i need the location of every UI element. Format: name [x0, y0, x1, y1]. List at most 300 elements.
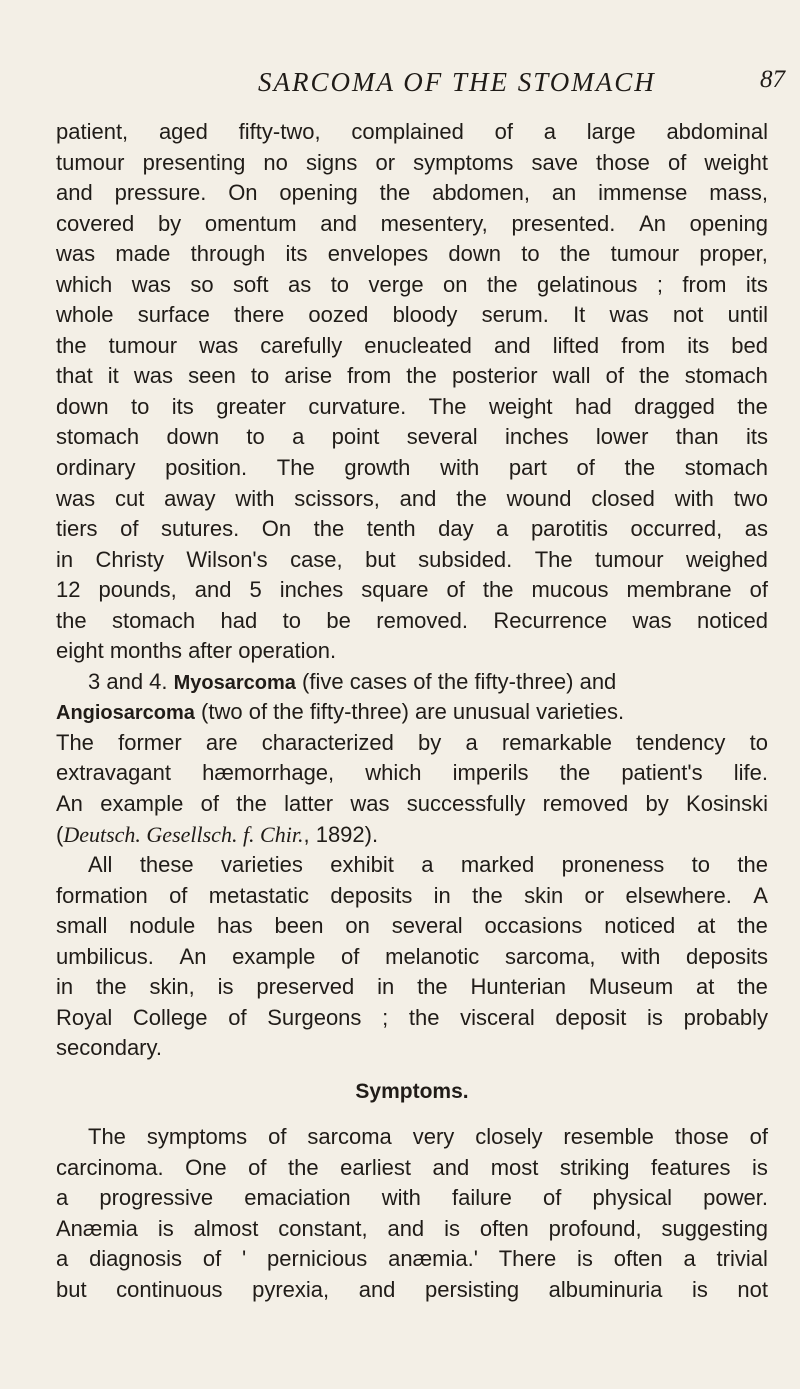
word: signs [306, 149, 358, 175]
text-line [56, 1153, 768, 1184]
word: square [361, 577, 429, 603]
word: two [733, 485, 768, 511]
word: at [696, 974, 715, 1000]
word: It [573, 302, 586, 328]
word: and [387, 1215, 425, 1241]
word: subsided. [418, 546, 513, 572]
word: lower [595, 424, 649, 450]
word: characterized [261, 729, 394, 755]
word: complained [351, 119, 464, 144]
word: part [508, 455, 547, 481]
word: to [282, 607, 301, 633]
text-line [56, 1244, 768, 1275]
word: stomach [111, 607, 196, 633]
word: an [551, 180, 577, 206]
word: a [543, 119, 556, 144]
word: soft [233, 271, 269, 297]
word: in [56, 546, 74, 572]
word: 5 [249, 577, 262, 603]
word: stomach [684, 455, 768, 481]
word: the [56, 607, 87, 633]
word: Surgeons [267, 1004, 362, 1030]
word: until [727, 302, 768, 328]
word: striking [559, 1154, 630, 1180]
word: and [399, 485, 437, 511]
word: power. [703, 1185, 768, 1211]
word: its [745, 271, 768, 297]
word: closed [591, 485, 655, 511]
word: tumour [610, 241, 680, 267]
paragraph-symptoms [56, 1122, 768, 1305]
word: skin, [149, 974, 195, 1000]
word: of [667, 149, 687, 175]
word: of [120, 516, 139, 542]
word: skin [524, 882, 564, 908]
text-line [56, 1214, 768, 1245]
word: with [381, 1185, 421, 1211]
citation: Deutsch. Gesellsch. f. Chir. [63, 821, 304, 847]
word: was [199, 332, 239, 358]
word: An [56, 791, 83, 817]
word: Hunterian [470, 974, 566, 1000]
word: The [534, 546, 573, 572]
word: hæmorrhage, [202, 760, 335, 786]
word: inches [279, 577, 344, 603]
word: greater [216, 393, 286, 419]
word: visceral [460, 1004, 535, 1030]
word: a [465, 729, 478, 755]
word: sarcoma [307, 1123, 392, 1149]
word: ' [242, 1246, 247, 1272]
word: been [274, 913, 324, 939]
text-line [56, 575, 768, 606]
word: There [498, 1246, 557, 1272]
word: profound, [548, 1215, 642, 1241]
word: presented. [511, 210, 616, 236]
word: with [440, 455, 480, 481]
paragraph-case-report [56, 117, 768, 667]
word: from [347, 363, 392, 389]
word: down [166, 424, 220, 450]
text-line [56, 1122, 768, 1153]
word: to [246, 424, 265, 450]
word: of [605, 363, 624, 389]
text-line [56, 178, 768, 209]
word: remarkable [501, 729, 612, 755]
word: symptoms [146, 1123, 248, 1149]
word: scissors, [294, 485, 380, 511]
word: A [753, 882, 768, 908]
word: An [639, 210, 666, 236]
text-line [56, 239, 768, 270]
word: so [190, 271, 214, 297]
word: deposit [555, 1004, 627, 1030]
word: of [202, 1246, 222, 1272]
word: and [320, 210, 357, 236]
word: mesentery, [380, 210, 488, 236]
word: patient's [621, 760, 703, 786]
word: trivial [716, 1246, 768, 1272]
word: the [482, 577, 514, 603]
word: marked [460, 852, 535, 878]
word: emaciation [244, 1185, 351, 1211]
word: The [276, 455, 315, 481]
word: the [56, 332, 87, 358]
word: dragged [634, 393, 715, 419]
word: Anæmia [56, 1215, 138, 1241]
word: progressive [99, 1185, 214, 1211]
word: the [456, 485, 487, 511]
word: stomach [56, 424, 140, 450]
word: by [418, 729, 442, 755]
word: envelopes [327, 241, 429, 267]
term-myosarcoma: Myosarcoma [173, 671, 296, 694]
word: fifty-two, [238, 119, 321, 144]
word: which [56, 271, 113, 297]
word: very [412, 1123, 455, 1149]
word: symptoms [413, 149, 514, 175]
word: made [115, 241, 171, 267]
word: was [131, 271, 171, 297]
word: weight [488, 393, 553, 419]
word: those [674, 1123, 729, 1149]
word: its [745, 424, 768, 450]
word: and [493, 332, 531, 358]
word: ; [656, 271, 663, 297]
word: mass, [709, 180, 768, 206]
word: not [737, 1276, 768, 1302]
word: through [190, 241, 266, 267]
word: The [88, 1123, 126, 1149]
word: position. [165, 455, 248, 481]
word: those [596, 149, 650, 175]
word: albuminuria [548, 1276, 663, 1302]
text-line [56, 911, 768, 942]
word: mucous [531, 577, 609, 603]
word: these [139, 852, 194, 878]
word: of [248, 1154, 267, 1180]
word: elsewhere. [625, 882, 732, 908]
text-line [56, 1275, 768, 1306]
word: a [421, 852, 434, 878]
word: of [228, 1004, 247, 1030]
word: tumour [595, 546, 664, 572]
word: exhibit [330, 852, 394, 878]
text-line [56, 392, 768, 423]
word: of [200, 791, 219, 817]
word: had [574, 393, 612, 419]
word: abdomen, [432, 180, 530, 206]
word: the [486, 271, 518, 297]
text-line [56, 545, 768, 576]
word: earliest [340, 1154, 411, 1180]
word: or [375, 149, 396, 175]
text-line [56, 972, 768, 1003]
word: was [133, 363, 174, 389]
text-line [56, 484, 768, 515]
word: parotitis [530, 516, 608, 542]
word: whole [56, 302, 114, 328]
text-line: (Deutsch. Gesellsch. f. Chir., 1892). [56, 821, 379, 847]
word: bed [731, 332, 768, 358]
word: in [433, 882, 451, 908]
word: wound [506, 485, 572, 511]
word: by [157, 210, 182, 236]
word: in [56, 974, 74, 1000]
word: ; [382, 1004, 389, 1030]
word: example [232, 943, 316, 969]
word: the [559, 760, 591, 786]
text-line [56, 758, 768, 789]
word: membrane [626, 577, 732, 603]
word: is [752, 1154, 768, 1180]
word: a [496, 516, 509, 542]
word: of [749, 1123, 768, 1149]
word: to [749, 729, 768, 755]
paragraph-varieties [56, 667, 768, 850]
word: the [639, 363, 670, 389]
word: aged [158, 119, 208, 144]
text-line [56, 514, 768, 545]
word: almost [193, 1215, 259, 1241]
text-line [56, 881, 768, 912]
word: no [263, 149, 288, 175]
word: a [292, 424, 305, 450]
word: oozed [308, 302, 369, 328]
word: the [737, 974, 768, 1000]
word: omentum [204, 210, 297, 236]
word: inches [504, 424, 569, 450]
word: as [287, 271, 312, 297]
word: preserved [256, 974, 355, 1000]
word: from [621, 332, 666, 358]
word: point [331, 424, 380, 450]
word: stomach [684, 363, 768, 389]
word: day [438, 516, 474, 542]
word: sutures. [160, 516, 240, 542]
word: of [543, 1185, 562, 1211]
word: was [350, 791, 390, 817]
word: opening [689, 210, 768, 236]
word: by [645, 791, 669, 817]
text-line [56, 453, 768, 484]
word: the [236, 791, 267, 817]
word: from [682, 271, 727, 297]
word: formation [56, 882, 148, 908]
word: growth [344, 455, 411, 481]
word: tumour [108, 332, 178, 358]
word: pounds, [98, 577, 177, 603]
text-line [56, 422, 768, 453]
word: of [494, 119, 513, 144]
word: has [217, 913, 253, 939]
word: removed [542, 791, 629, 817]
text-line [56, 209, 768, 240]
word: Kosinski [686, 791, 768, 817]
word: the [288, 1154, 319, 1180]
word: the [624, 455, 656, 481]
word: with [235, 485, 275, 511]
word: is [647, 1004, 663, 1030]
word: to [131, 393, 150, 419]
word: serum. [481, 302, 549, 328]
word: and [358, 1276, 396, 1302]
word: in [377, 974, 395, 1000]
word: the [408, 1004, 440, 1030]
word: is [691, 1276, 708, 1302]
word: which [365, 760, 422, 786]
word: on [345, 913, 370, 939]
word: life. [733, 760, 768, 786]
word: weight [704, 149, 768, 175]
word: 12 [56, 577, 81, 603]
word: occurred, [630, 516, 723, 542]
word: to [250, 363, 270, 389]
text-line [56, 117, 768, 148]
word: weighed [685, 546, 768, 572]
word: its [285, 241, 308, 267]
word: is [577, 1246, 593, 1272]
word: to [330, 271, 350, 297]
word: imperils [452, 760, 529, 786]
word: and [194, 577, 232, 603]
page-number: 87 [760, 66, 785, 93]
text-line [56, 789, 768, 820]
word: diagnosis [89, 1246, 183, 1272]
word: seen [188, 363, 236, 389]
word: there [234, 302, 285, 328]
word: curvature. [308, 393, 407, 419]
word: wall [552, 363, 591, 389]
word: with [621, 943, 661, 969]
word: the [737, 393, 768, 419]
word: patient, [56, 119, 129, 144]
word: a [56, 1185, 69, 1211]
word: melanotic [385, 943, 480, 969]
word: away [164, 485, 216, 511]
word: Wilson's [186, 546, 268, 572]
text-line: Angiosarcoma (two of the fifty-three) are unusual varieties. [56, 699, 625, 725]
word: of [341, 943, 360, 969]
word: ordinary [56, 455, 136, 481]
word: deposits [330, 882, 413, 908]
word: successfully [406, 791, 526, 817]
word: or [584, 882, 605, 908]
word: abdominal [666, 119, 768, 144]
word: closely [475, 1123, 543, 1149]
text-line [56, 270, 768, 301]
word: College [132, 1004, 208, 1030]
word: is [217, 974, 234, 1000]
running-head [110, 67, 785, 103]
word: of [268, 1123, 287, 1149]
word: occasions [484, 913, 583, 939]
word: of [446, 577, 465, 603]
word: arise [284, 363, 333, 389]
text-line [56, 850, 768, 881]
word: immense [598, 180, 688, 206]
word: with [674, 485, 714, 511]
word: persisting [424, 1276, 520, 1302]
word: carefully [260, 332, 343, 358]
word: several [391, 913, 463, 939]
text-line [56, 942, 768, 973]
word: that [56, 363, 93, 389]
text-line: secondary. [56, 1035, 162, 1061]
word: and [56, 180, 93, 206]
word: covered [56, 210, 135, 236]
word: is [157, 1215, 174, 1241]
word: anæmia.' [388, 1246, 478, 1272]
word: down [448, 241, 501, 267]
word: noticed [604, 913, 676, 939]
word: resemble [563, 1123, 654, 1149]
word: save [531, 149, 578, 175]
word: noticed [697, 607, 768, 633]
word: was [632, 607, 672, 633]
word: One [185, 1154, 227, 1180]
word: the [417, 974, 448, 1000]
word: its [171, 393, 194, 419]
word: the [406, 363, 437, 389]
word: most [490, 1154, 539, 1180]
word: is [444, 1215, 460, 1241]
word: latter [284, 791, 334, 817]
word: extravagant [56, 760, 171, 786]
word: probably [683, 1004, 768, 1030]
word: was [609, 302, 649, 328]
word: not [672, 302, 704, 328]
word: opening [279, 180, 358, 206]
word: often [613, 1246, 663, 1272]
word: umbilicus. [56, 943, 154, 969]
text-line [56, 606, 768, 637]
word: cut [114, 485, 145, 511]
word: on [443, 271, 468, 297]
word: tenth [366, 516, 416, 542]
word: pressure. [114, 180, 207, 206]
word: nodule [129, 913, 196, 939]
word: Recurrence [493, 607, 608, 633]
word: was [56, 485, 96, 511]
word: proneness [561, 852, 665, 878]
word: had [220, 607, 258, 633]
word: large [586, 119, 636, 144]
text-line: eight months after operation. [56, 638, 337, 664]
word: but [365, 546, 396, 572]
word: the [96, 974, 127, 1000]
word: deposits [686, 943, 768, 969]
word: tendency [636, 729, 726, 755]
word: Christy [95, 546, 164, 572]
word: verge [368, 271, 424, 297]
word: constant, [278, 1215, 368, 1241]
word: tumour [56, 149, 125, 175]
word: than [675, 424, 719, 450]
word: but [56, 1276, 87, 1302]
section-heading: Symptoms. [355, 1079, 469, 1103]
text-line [56, 361, 768, 392]
word: continuous [116, 1276, 223, 1302]
word: metastatic [208, 882, 310, 908]
word: failure [451, 1185, 512, 1211]
word: was [56, 241, 96, 267]
word: several [406, 424, 478, 450]
word: former [118, 729, 182, 755]
text-line: 3 and 4. Myosarcoma (five cases of the fifty-three) and [88, 668, 617, 694]
word: the [472, 882, 503, 908]
text-line [56, 300, 768, 331]
